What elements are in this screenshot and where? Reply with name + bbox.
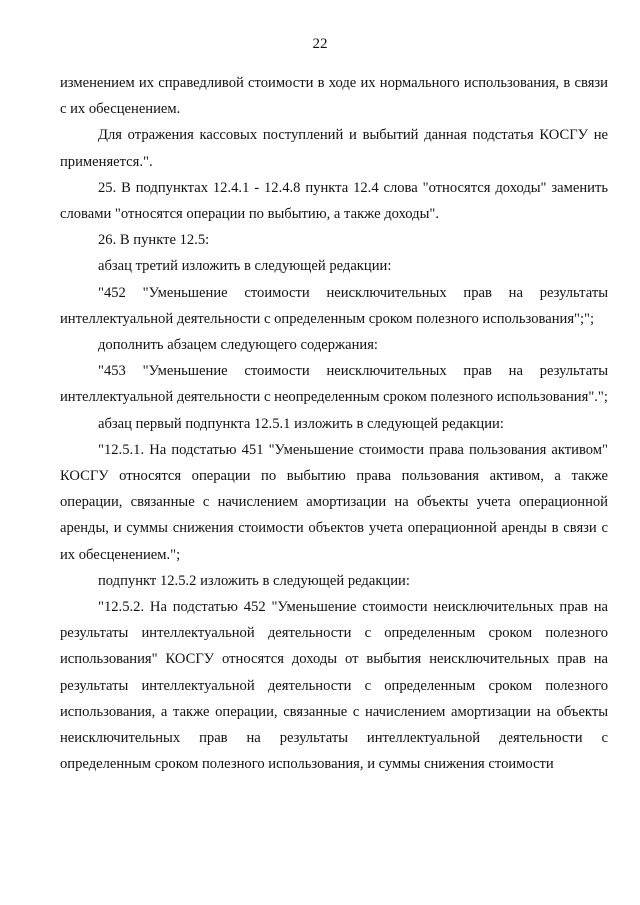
paragraph: "453 "Уменьшение стоимости неисключительных прав на результаты интеллектуальной деятельности с неопределенным сроком полезного использования"."; (60, 363, 608, 406)
paragraph: абзац первый подпункта 12.5.1 изложить в следующей редакции: (98, 415, 504, 432)
paragraph: Для отражения кассовых поступлений и выбытий данная подстатья КОСГУ не применяется.". (60, 127, 608, 170)
document-body (60, 70, 608, 777)
paragraph: дополнить абзацем следующего содержания: (98, 337, 378, 354)
paragraph: изменением их справедливой стоимости в ходе их нормального использования, в связи с их обесценением. (60, 75, 608, 118)
paragraph: 26. В пункте 12.5: (98, 232, 210, 249)
paragraph: "12.5.2. На подстатью 452 "Уменьшение стоимости неисключительных прав на результаты интеллектуальной деятельности с определенным сроком полезного использования" КОСГУ относятся доходы от выбытия неисключительных прав на результаты интеллектуальной деятельности с определенным сроком полезного использования, а также операции, связанные с начислением амортизации на объекты неисключительных прав на результаты интеллектуальной деятельности с определенным сроком полезного использования, и суммы снижения стоимости (60, 599, 608, 773)
paragraph: "452 "Уменьшение стоимости неисключительных прав на результаты интеллектуальной деятельности с определенным сроком полезного использования";"; (60, 284, 608, 327)
paragraph: подпункт 12.5.2 изложить в следующей редакции: (98, 572, 410, 589)
page-number: 22 (312, 36, 328, 52)
paragraph: "12.5.1. На подстатью 451 "Уменьшение стоимости права пользования активом" КОСГУ относятся операции по выбытию права пользования активом, а также операции, связанные с начислением амортизации на объекты учета операционной аренды, и суммы снижения стоимости объектов учета операционной аренды в связи с их обесценением."; (60, 441, 608, 563)
paragraph: 25. В подпунктах 12.4.1 - 12.4.8 пункта 12.4 слова "относятся доходы" заменить словами "относятся операции по выбытию, а также доходы". (60, 179, 608, 223)
paragraph: абзац третий изложить в следующей редакции: (98, 258, 392, 275)
